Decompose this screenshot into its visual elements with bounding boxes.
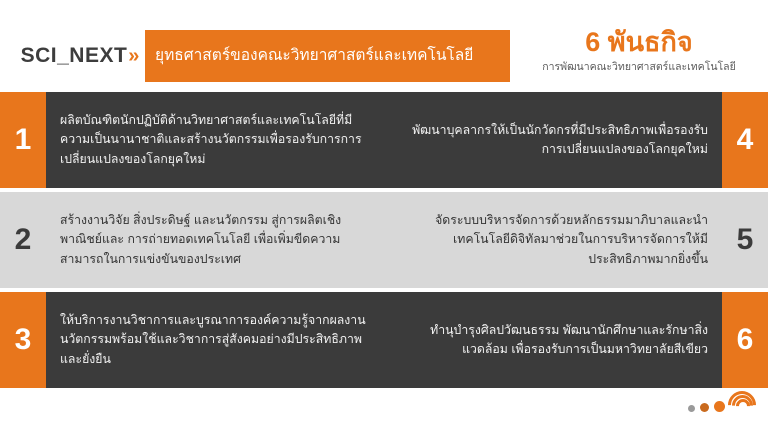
page-title: 6 พันธกิจ bbox=[585, 27, 693, 57]
mission-card-1[interactable] bbox=[46, 92, 384, 188]
mission-number-6: 6 bbox=[722, 292, 768, 388]
mission-number-5: 5 bbox=[722, 192, 768, 288]
mission-card-4[interactable] bbox=[384, 92, 722, 188]
mission-text-2: สร้างงานวิจัย สิ่งประดิษฐ์ และนวัตกรรม สู่การผลิตเชิงพาณิชย์และ การถ่ายทอดเทคโนโลยี เพื่อเพิ่มขีดความสามารถในการแข่งขันของประเทศ bbox=[60, 213, 342, 266]
mission-row bbox=[0, 192, 768, 288]
wifi-icon bbox=[724, 391, 750, 413]
mission-card-3[interactable] bbox=[46, 292, 384, 388]
mission-row bbox=[0, 92, 768, 188]
footer-decoration bbox=[688, 383, 752, 417]
mission-row bbox=[0, 292, 768, 388]
mission-text-3: ให้บริการงานวิชาการและบูรณาการองค์ความรู้จากผลงานนวัตกรรมพร้อมใช้และวิชาการสู่สังคมอย่างมีประสิทธิภาพและยั่งยืน bbox=[60, 313, 366, 366]
logo bbox=[12, 30, 145, 82]
mission-card-5[interactable] bbox=[384, 192, 722, 288]
mission-text-1: ผลิตบัณฑิตนักปฏิบัติด้านวิทยาศาสตร์และเทคโนโลยีที่มีความเป็นนานาชาติและสร้างนวัตกรรมเพื่อรองรับการการเปลี่ยนแปลงของโลกยุคใหม่ bbox=[60, 113, 362, 166]
dot-icon bbox=[700, 403, 709, 412]
mission-card-2[interactable] bbox=[46, 192, 384, 288]
header-bar-label: ยุทธศาสตร์ของคณะวิทยาศาสตร์และเทคโนโลยี bbox=[155, 46, 474, 64]
mission-number-1: 1 bbox=[0, 92, 46, 188]
slide-header bbox=[0, 27, 768, 82]
dot-icon bbox=[688, 405, 695, 412]
mission-number-3: 3 bbox=[0, 292, 46, 388]
chevron-right-icon: » bbox=[128, 45, 137, 67]
mission-text-4: พัฒนาบุคลากรให้เป็นนักวัดกรที่มีประสิทธิภาพเพื่อรองรับการเปลี่ยนแปลงของโลกยุคใหม่ bbox=[412, 122, 708, 156]
header-title-block bbox=[510, 26, 768, 86]
mission-text-6: ทำนุบำรุงศิลปวัฒนธรรม พัฒนานักศึกษาและรักษาสิ่งแวดล้อม เพื่อรองรับการเป็นมหาวิทยาลัยสีเขียว bbox=[430, 322, 708, 356]
logo-sci: SCI bbox=[20, 44, 58, 67]
mission-number-2: 2 bbox=[0, 192, 46, 288]
mission-grid bbox=[0, 92, 768, 392]
mission-text-5: จัดระบบบริหารจัดการด้วยหลักธรรมมาภิบาลและนำเทคโนโลยีดิจิทัลมาช่วยในการบริหารจัดการให้มีประสิทธิภาพมากยิ่งขึ้น bbox=[435, 213, 708, 266]
page-subtitle: การพัฒนาคณะวิทยาศาสตร์และเทคโนโลยี bbox=[542, 60, 736, 73]
header-orange-bar bbox=[145, 30, 510, 82]
mission-number-4: 4 bbox=[722, 92, 768, 188]
logo-next: _NEXT bbox=[57, 44, 128, 67]
mission-card-6[interactable] bbox=[384, 292, 722, 388]
logo-text bbox=[21, 44, 137, 68]
